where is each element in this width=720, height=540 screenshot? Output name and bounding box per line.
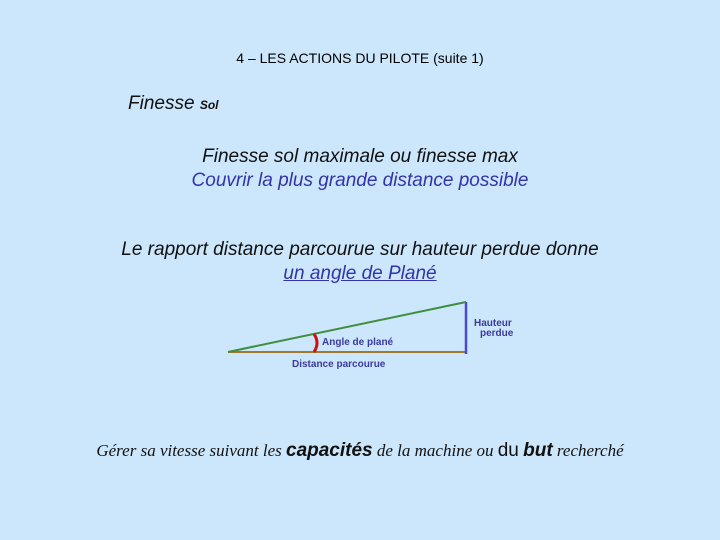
ratio-text: Le rapport distance parcourue sur hauteur perdue donne [121, 239, 599, 260]
footer-part7: recherché [552, 441, 624, 460]
slide-title: 4 – LES ACTIONS DU PILOTE (suite 1) [236, 50, 484, 66]
footer-du: du [497, 440, 519, 461]
cover-distance-text: Couvrir la plus grande distance possible [191, 170, 529, 191]
footer-but: but [523, 440, 553, 461]
height-label-line2: perdue [480, 328, 514, 339]
section-heading [128, 93, 218, 115]
footer-part1: Gérer sa vitesse suivant les [96, 441, 286, 460]
height-label-line1: Hauteur [474, 318, 512, 329]
glide-angle-text: un angle de Plané [283, 263, 437, 284]
heading-subscript: Sol [199, 98, 219, 112]
angle-arc [314, 334, 317, 352]
finesse-max-text: Finesse sol maximale ou finesse max [202, 146, 518, 167]
heading-main: Finesse [128, 93, 195, 114]
footer-capacites: capacités [286, 440, 373, 461]
glide-diagram [220, 298, 530, 373]
angle-label: Angle de plané [322, 337, 394, 348]
footer-part3: de la machine ou [372, 441, 498, 460]
distance-label: Distance parcourue [292, 359, 386, 370]
footer-text [0, 440, 720, 462]
